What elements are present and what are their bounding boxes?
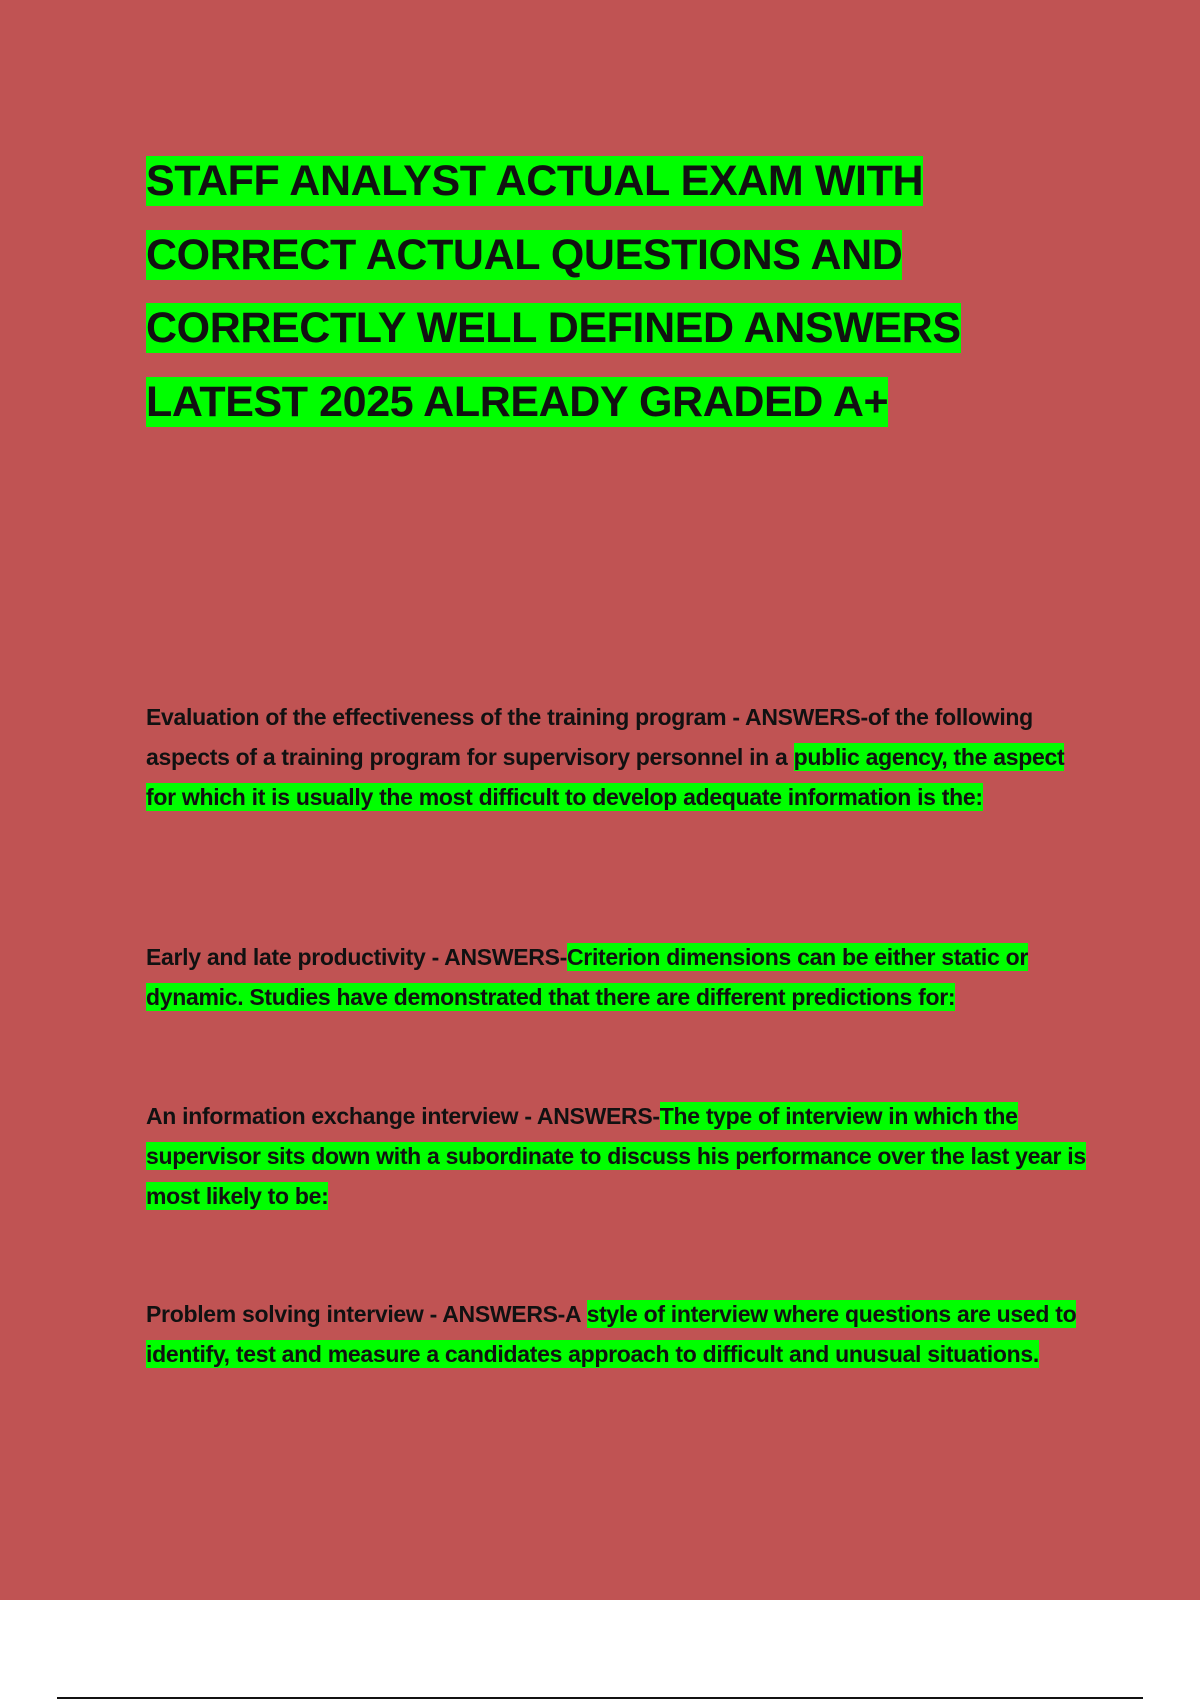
qa-term: An information exchange interview - ANSWERS- (146, 1103, 660, 1129)
footer-divider (57, 1697, 1143, 1699)
qa-highlighted-text: style of interview where questions are used to identify, test and measure a candidates approach to difficult and unusual situations. (146, 1301, 1077, 1367)
document-title (146, 145, 1006, 439)
qa-highlighted-text: The type of interview in which the supervisor sits down with a subordinate to discuss his performance over the last year is most likely to be: (146, 1103, 1086, 1209)
qa-term: Problem solving interview - ANSWERS-A (146, 1301, 587, 1327)
qa-entry-problem-solving (146, 1294, 1086, 1374)
qa-highlighted-text: Criterion dimensions can be either static or dynamic. Studies have demonstrated that there are different predictions for: (146, 944, 1028, 1010)
title-line: CORRECT ACTUAL QUESTIONS AND (146, 230, 903, 279)
qa-entry-information-exchange (146, 1096, 1086, 1216)
qa-entry-training-evaluation (146, 697, 1086, 817)
qa-term: Evaluation of the effectiveness of the training program - ANSWERS-of the following aspects of a training program for supervisory personnel in a (146, 704, 1033, 770)
qa-term: Early and late productivity - ANSWERS- (146, 944, 567, 970)
title-line: CORRECTLY WELL DEFINED ANSWERS (146, 304, 961, 352)
qa-highlighted-text: public agency, the aspect for which it is usually the most difficult to develop adequate information is the: (146, 744, 1065, 810)
title-line: STAFF ANALYST ACTUAL EXAM WITH (146, 157, 924, 205)
title-line: LATEST 2025 ALREADY GRADED A+ (146, 377, 889, 426)
qa-entry-productivity (146, 937, 1086, 1017)
